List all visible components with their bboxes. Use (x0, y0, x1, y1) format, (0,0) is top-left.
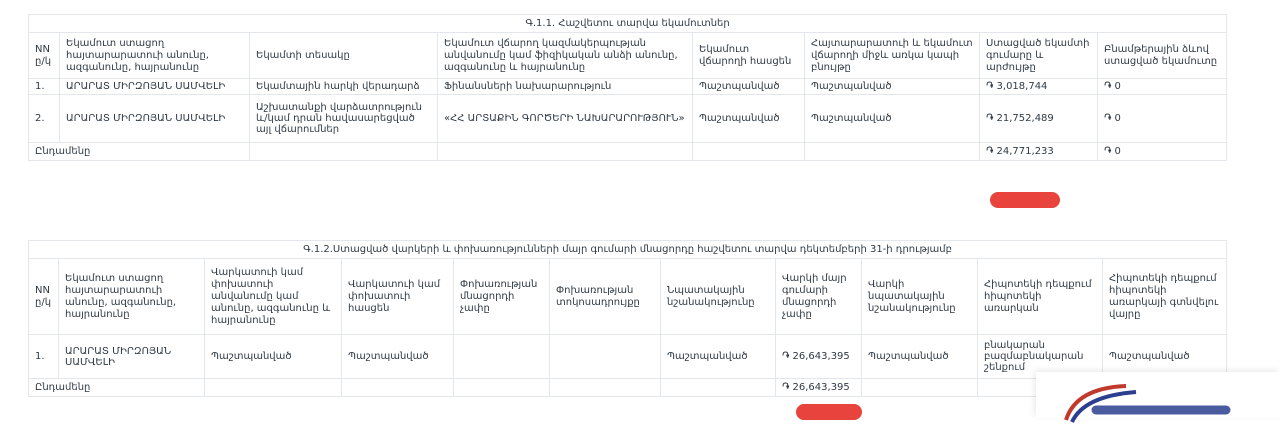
cell (862, 379, 978, 397)
t2-header-credit-purpose: Վարկի նպատակային նշանակությունը (862, 259, 978, 335)
cell: ֏ 3,018,744 (980, 79, 1098, 95)
cell: ֏ 21,752,489 (980, 95, 1098, 143)
cell (454, 379, 550, 397)
cell: Պաշտպանված (661, 335, 776, 379)
total-label: Ընդամենը (29, 143, 250, 161)
cell (454, 335, 550, 379)
total-amount: ֏ 24,771,233 (980, 143, 1098, 161)
t1-header-recipient: Եկամուտ ստացող հայտարարատուի անունը, ազգանունը, հայրանունը (60, 33, 250, 79)
t1-header-relation: Հայտարարատուի և եկամուտ վճարողի միջև առկա կապի բնույթը (805, 33, 980, 79)
cell: Պաշտպանված (805, 95, 980, 143)
table-row (29, 79, 1227, 95)
cell: 1. (29, 335, 59, 379)
cell: Պաշտպանված (1103, 335, 1227, 379)
cell: ԱՐԱՐԱՏ ՄԻՐԶՈՅԱՆ ՍԱՄՎԵԼԻ (60, 79, 250, 95)
cell: ֏ 0 (1098, 95, 1227, 143)
t2-header-principal-balance: Վարկի մայր գումարի մնացորդի չափը (776, 259, 862, 335)
cell (550, 335, 661, 379)
total-row (29, 143, 1227, 161)
cell: Պաշտպանված (342, 335, 454, 379)
t1-header-nn: NN ը/կ (29, 33, 60, 79)
t1-header-inkind: Բնամթերային ձևով ստացված եկամուտը (1098, 33, 1227, 79)
cell: Պաշտպանված (693, 79, 805, 95)
cell (205, 379, 342, 397)
cell: ֏ 26,643,395 (776, 335, 862, 379)
cell: Պաշտպանված (862, 335, 978, 379)
t2-header-lender-name: Վարկատուի կամ փոխատուի անվանումը կամ անունը, ազգանունը և հայրանունը (205, 259, 342, 335)
t2-header-purpose: Նպատակային նշանակությունը (661, 259, 776, 335)
cell (342, 379, 454, 397)
redaction-mark (990, 192, 1060, 208)
cell: ԱՐԱՐԱՏ ՄԻՐԶՈՅԱՆ ՍԱՄՎԵԼԻ (60, 95, 250, 143)
table-row (29, 95, 1227, 143)
cell: Ֆինանսների նախարարություն (438, 79, 693, 95)
cell (550, 379, 661, 397)
t1-header-income-type: Եկամտի տեսակը (250, 33, 438, 79)
cell: ֏ 0 (1098, 79, 1227, 95)
cell (693, 143, 805, 161)
cell (250, 143, 438, 161)
t2-header-mortgage-subject: Հիպոտեկի դեպքում հիպոտեկի առարկան (978, 259, 1103, 335)
table1-caption: Գ.1.1. Հաշվետու տարվա եկամուտներ (29, 15, 1227, 33)
t2-header-interest-rate: Փոխառության տոկոսադրույքը (550, 259, 661, 335)
cell: ԱՐԱՐԱՏ ՄԻՐԶՈՅԱՆ ՍԱՄՎԵԼԻ (59, 335, 205, 379)
t2-header-recipient: Եկամուտ ստացող հայտարարատուի անունը, ազգանունը, հայրանունը (59, 259, 205, 335)
cell (805, 143, 980, 161)
t2-header-mortgage-location: Հիպոտեկի դեպքում հիպոտեկի առարկայի գտնվելու վայրը (1103, 259, 1227, 335)
t2-header-nn: NN ը/կ (29, 259, 59, 335)
cell: Աշխատանքի վարձատրություն և/կամ դրան հավասարեցված այլ վճարումներ (250, 95, 438, 143)
total-amount: ֏ 26,643,395 (776, 379, 862, 397)
watermark-logo (1036, 372, 1280, 418)
income-table (28, 14, 1227, 161)
cell: Եկամտային հարկի վերադարձ (250, 79, 438, 95)
cell: Պաշտպանված (205, 335, 342, 379)
logo-icon (1056, 380, 1236, 426)
table2-caption: Գ.1.2.Ստացված վարկերի և փոխառությունների մայր գումարի մնացորդը հաշվետու տարվա դեկտեմբերի 31-ի դրությամբ (29, 241, 1227, 259)
t1-header-payer-name: Եկամուտ վճարող կազմակերպության անվանումը կամ ֆիզիկական անձի անունը, ազգանունը և հայրանունը (438, 33, 693, 79)
cell (661, 379, 776, 397)
t1-header-payer-address: Եկամուտ վճարողի հասցեն (693, 33, 805, 79)
cell: «ՀՀ ԱՐՏԱՔԻՆ ԳՈՐԾԵՐԻ ՆԱԽԱՐԱՐՈՒԹՅՈՒՆ» (438, 95, 693, 143)
cell: բնակարան բազմաբնակարան շենքում (978, 335, 1103, 379)
total-inkind: ֏ 0 (1098, 143, 1227, 161)
cell: Պաշտպանված (693, 95, 805, 143)
t2-header-loan-balance: Փոխառության մնացորդի չափը (454, 259, 550, 335)
cell (438, 143, 693, 161)
cell: 2. (29, 95, 60, 143)
t1-header-amount: Ստացված եկամտի գումարը և արժույթը (980, 33, 1098, 79)
cell: Պաշտպանված (805, 79, 980, 95)
t2-header-lender-address: Վարկատուի կամ փոխատուի հասցեն (342, 259, 454, 335)
total-label: Ընդամենը (29, 379, 205, 397)
cell: 1. (29, 79, 60, 95)
